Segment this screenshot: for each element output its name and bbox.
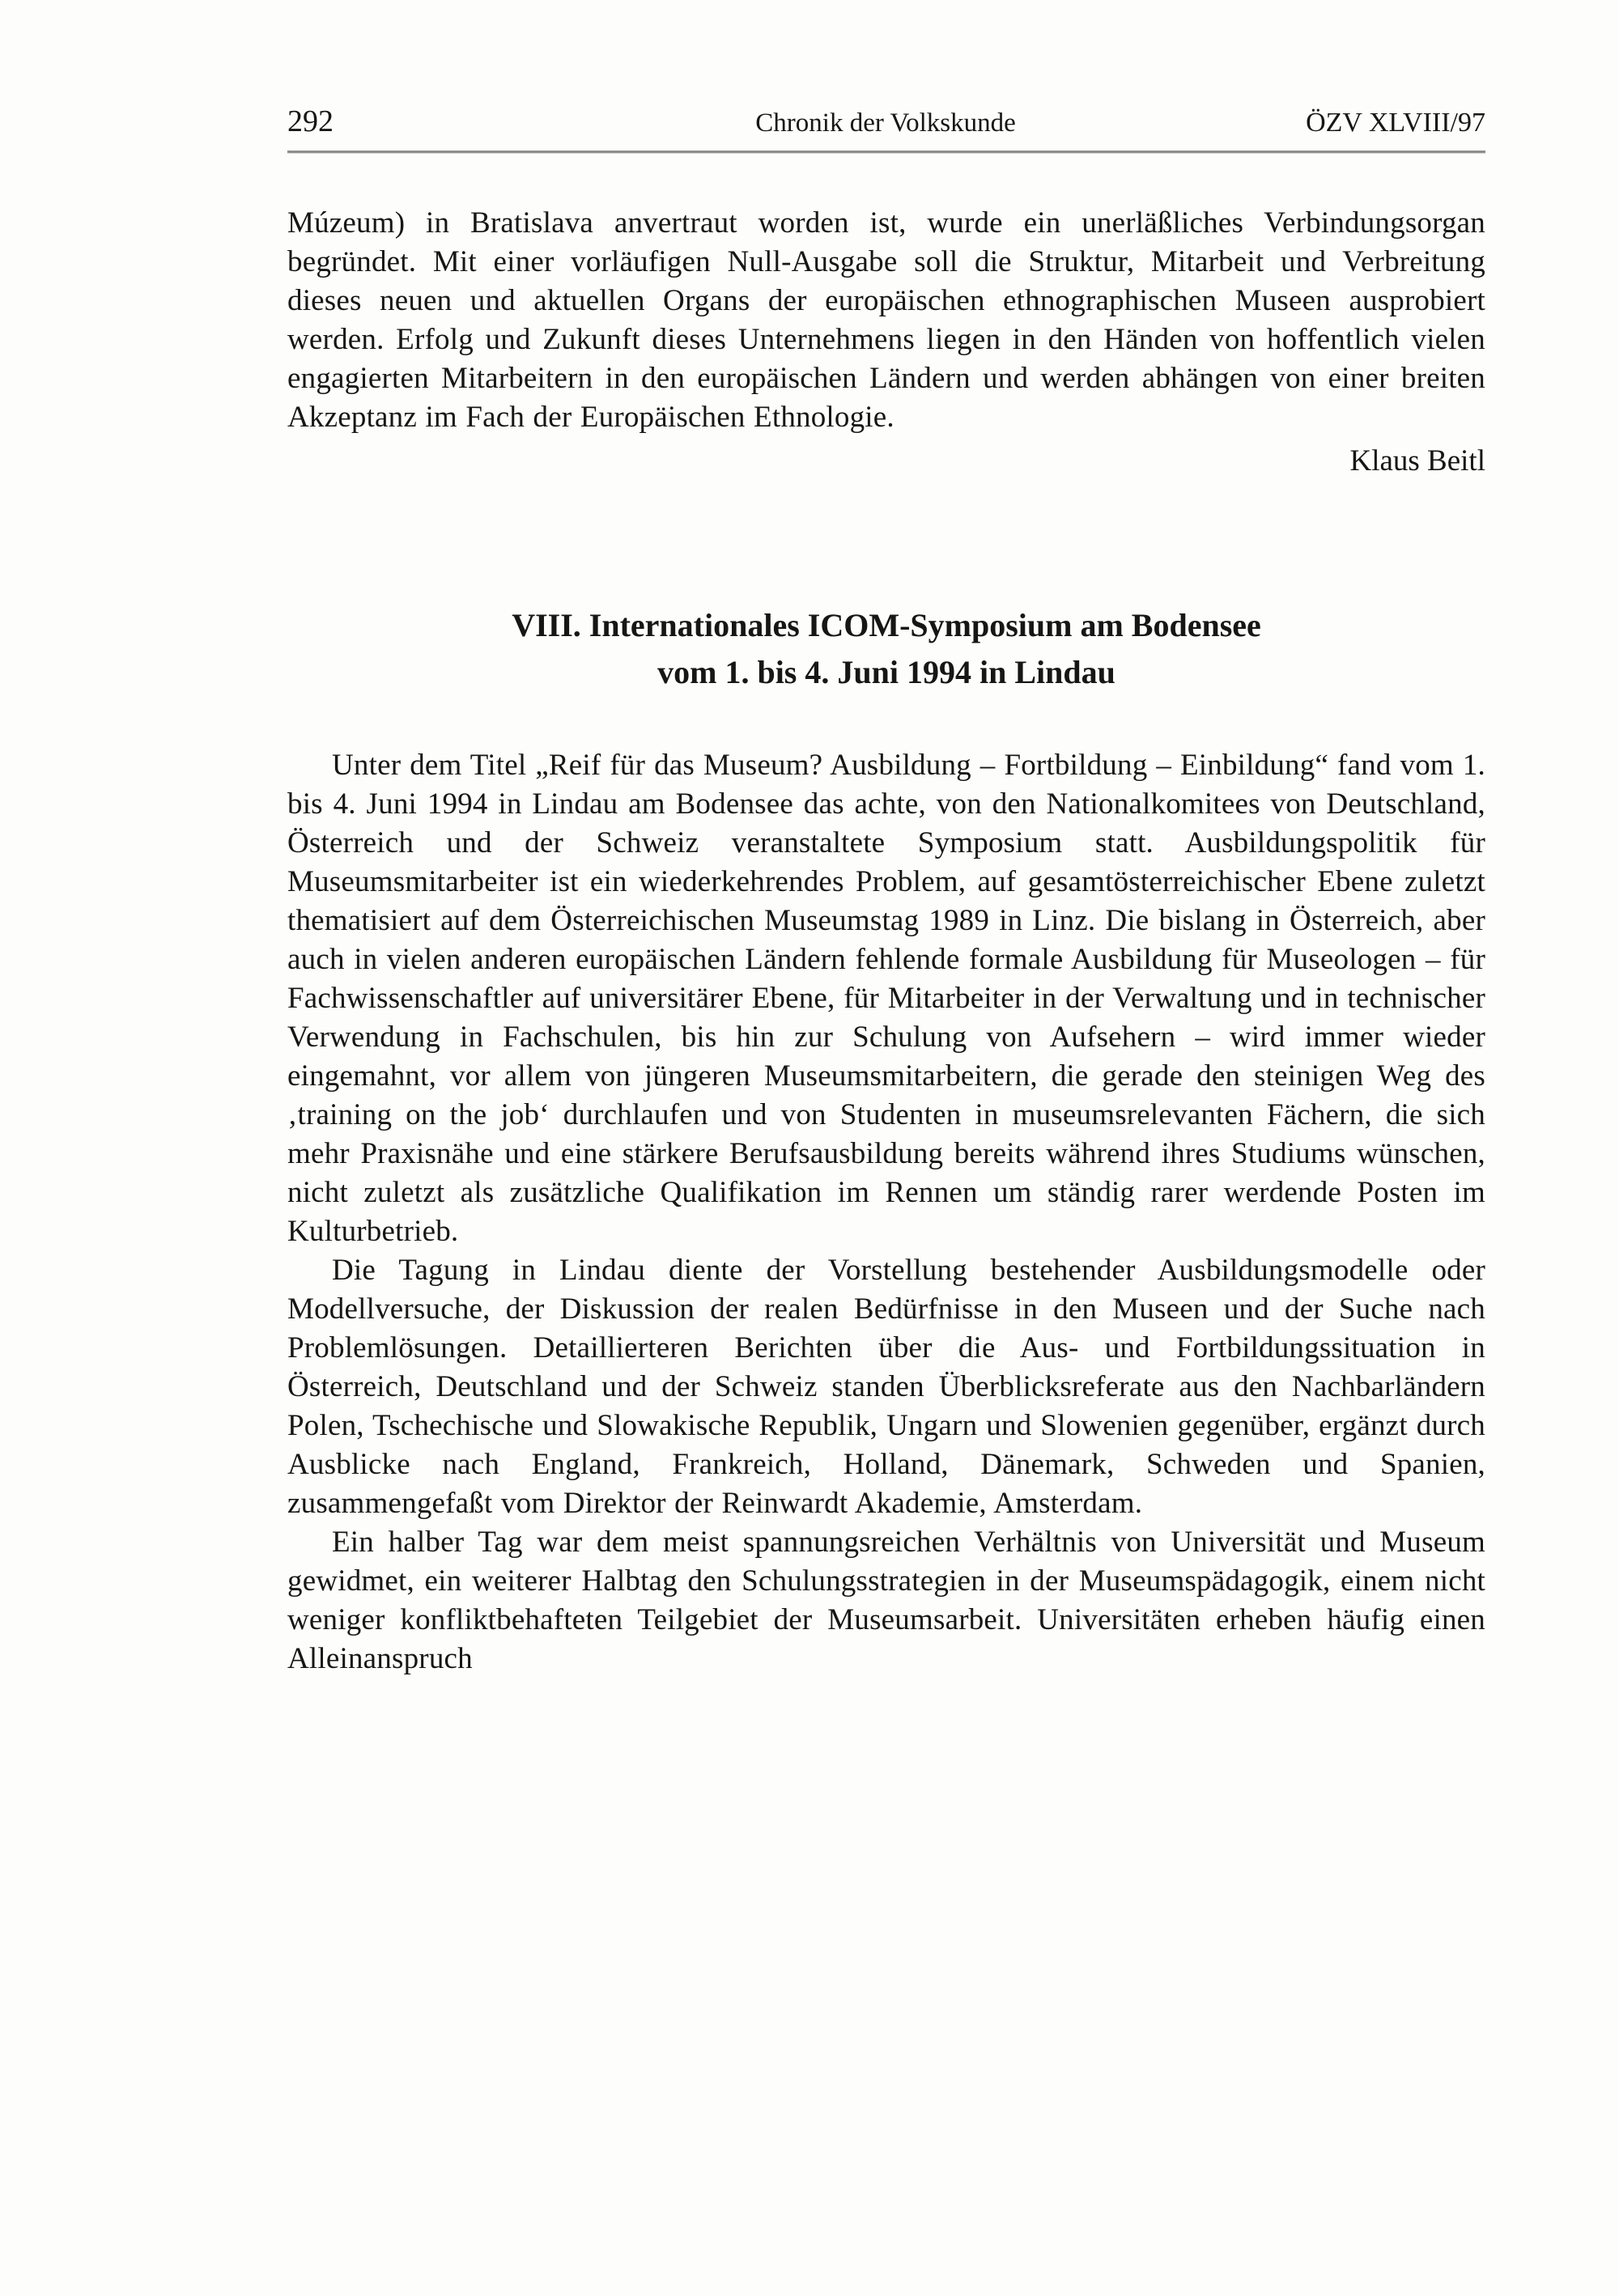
section-heading bbox=[287, 602, 1485, 696]
article-continuation-paragraph: Múzeum) in Bratislava anvertraut worden ist, wurde ein unerläßliches Verbindungsorgan begründet. Mit einer vorläufigen Null-Ausgabe soll die Struktur, Mitarbeit und Verbreitung dieses neuen und aktuellen Organs der europäischen ethnographischen Museen ausprobiert werden. Erfolg und Zukunft dieses Unternehmens liegen in den Händen von hoffentlich vielen engagierten Mitarbeitern in den europäischen Ländern und werden abhängen von einer breiten Akzeptanz im Fach der Europäischen Ethnologie. bbox=[287, 206, 1485, 434]
section-paragraph-3: Ein halber Tag war dem meist spannungsreichen Verhältnis von Universität und Museum gewidmet, ein weiterer Halbtag den Schulungsstrategien in der Museumspädagogik, einem nicht weniger konfliktbehafteten Teilgebiet der Museumsarbeit. Universitäten erheben häufig einen Alleinanspruch bbox=[287, 1526, 1485, 1675]
page-number: 292 bbox=[287, 104, 334, 138]
section-heading-line-2: vom 1. bis 4. Juni 1994 in Lindau bbox=[657, 654, 1115, 690]
header-rule bbox=[287, 151, 1485, 154]
section-paragraph-1: Unter dem Titel „Reif für das Museum? Ausbildung – Fortbildung – Einbildung“ fand vom 1. bis 4. Juni 1994 in Lindau am Bodensee das achte, von den Nationalkomitees von Deutschland, Österreich und der Schweiz veranstaltete Symposium statt. Ausbildungspolitik für Museumsmitarbeiter ist ein wiederkehrendes Problem, auf gesamtösterreichischer Ebene zuletzt thematisiert auf dem Österreichischen Museumstag 1989 in Linz. Die bislang in Österreich, aber auch in vielen anderen europäischen Ländern fehlende formale Ausbildung für Museologen – für Fachwissenschaftler auf universitärer Ebene, für Mitarbeiter in der Verwaltung und in technischer Verwendung in Fachschulen, bis hin zur Schulung von Aufsehern – wird immer wieder eingemahnt, vor allem von jüngeren Museumsmitarbeitern, die gerade den steinigen Weg des ‚training on the job‘ durchlaufen und von Studenten in museumsrelevanten Fächern, die sich mehr Praxisnähe und eine stärkere Berufsausbildung bereits während ihres Studiums wünschen, nicht zuletzt als zusätzliche Qualifikation im Rennen um ständig rarer werdende Posten im Kulturbetrieb. bbox=[287, 749, 1485, 1248]
text-column bbox=[287, 105, 1485, 1678]
author-byline: Klaus Beitl bbox=[1349, 444, 1485, 477]
section-paragraph-2: Die Tagung in Lindau diente der Vorstellung bestehender Ausbildungsmodelle oder Modellversuche, der Diskussion der realen Bedürfnisse in den Museen und der Suche nach Problemlösungen. Detaillierteren Berichten über die Aus- und Fortbildungssituation in Österreich, Deutschland und der Schweiz standen Überblicksreferate aus den Nachbarländern Polen, Tschechische und Slowakische Republik, Ungarn und Slowenien gegenüber, ergänzt durch Ausblicke nach England, Frankreich, Holland, Dänemark, Schweden und Spanien, zusammengefaßt vom Direktor der Reinwardt Akademie, Amsterdam. bbox=[287, 1254, 1485, 1520]
section-heading-line-1: VIII. Internationales ICOM-Symposium am Bodensee bbox=[512, 607, 1261, 643]
journal-issue-ref: ÖZV XLVIII/97 bbox=[1306, 108, 1485, 138]
page-header bbox=[287, 105, 1485, 139]
running-title: Chronik der Volkskunde bbox=[755, 108, 1016, 138]
